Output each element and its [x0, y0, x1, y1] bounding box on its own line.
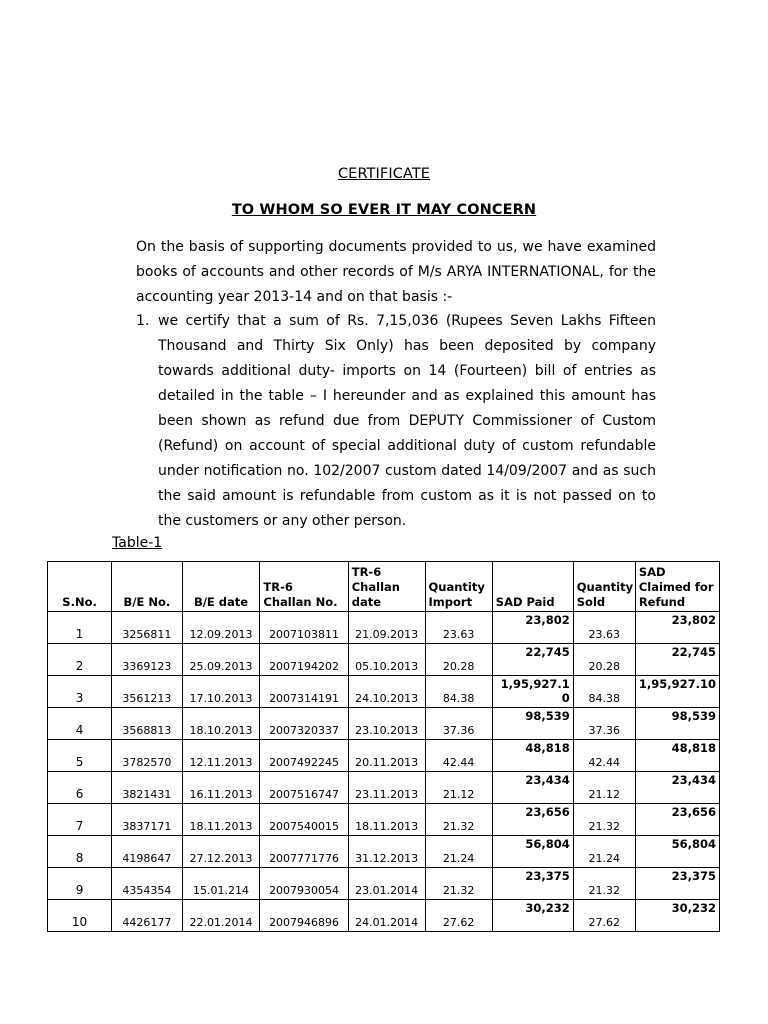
cell-qty-sold: 37.36 — [573, 708, 635, 740]
cell-be-no: 3256811 — [112, 612, 182, 644]
cell-be-no: 4198647 — [112, 836, 182, 868]
certificate-title: CERTIFICATE — [337, 166, 431, 182]
table-row — [48, 836, 720, 868]
cell-sad-paid: 23,656 — [492, 804, 573, 836]
cell-qty-import: 42.44 — [425, 740, 492, 772]
table-row — [48, 644, 720, 676]
cell-qty-sold: 21.32 — [573, 868, 635, 900]
cell-tr6-no: 2007771776 — [260, 836, 348, 868]
cell-qty-sold: 42.44 — [573, 740, 635, 772]
cell-sad-paid: 23,802 — [492, 612, 573, 644]
cell-sad-claimed: 23,434 — [635, 772, 719, 804]
list-item-text: we certify that a sum of Rs. 7,15,036 (Rupees Seven Lakhs Fifteen Thousand and Thirty Six Only) has been deposited by company towards additional duty- imports on 14 (Fourteen) bill of entries as detailed in the table – I hereunder and as explained this amount has been shown as refund due from DEPUTY Commissioner of Custom (Refund) on account of special additional duty of custom refundable under notification no. 102/2007 custom dated 14/09/2007 and as such the said amount is refundable from custom as it is not passed on to the customers or any other person. — [158, 313, 656, 529]
cell-qty-import: 21.24 — [425, 836, 492, 868]
cell-tr6-date: 21.09.2013 — [348, 612, 425, 644]
cell-sno: 1 — [48, 612, 112, 644]
certificate-subtitle: TO WHOM SO EVER IT MAY CONCERN — [231, 202, 537, 218]
header-tr6-no: TR-6 Challan No. — [260, 562, 348, 612]
intro-paragraph: On the basis of supporting documents provided to us, we have examined books of accounts and other records of M/s ARYA INTERNATIONAL, for the accounting year 2013-14 and on that basis :- — [136, 239, 656, 305]
cell-tr6-date: 23.01.2014 — [348, 868, 425, 900]
cell-qty-sold: 84.38 — [573, 676, 635, 708]
cell-qty-import: 21.32 — [425, 868, 492, 900]
cell-tr6-no: 2007492245 — [260, 740, 348, 772]
header-be-no: B/E No. — [112, 562, 182, 612]
cell-tr6-no: 2007314191 — [260, 676, 348, 708]
cell-qty-sold: 21.32 — [573, 804, 635, 836]
cell-sad-claimed: 23,656 — [635, 804, 719, 836]
table-row — [48, 868, 720, 900]
table-row — [48, 900, 720, 932]
cell-sad-paid: 48,818 — [492, 740, 573, 772]
cell-be-date: 27.12.2013 — [182, 836, 260, 868]
cell-tr6-date: 31.12.2013 — [348, 836, 425, 868]
table-row — [48, 612, 720, 644]
cell-tr6-no: 2007946896 — [260, 900, 348, 932]
cell-tr6-no: 2007320337 — [260, 708, 348, 740]
cell-sad-paid: 30,232 — [492, 900, 573, 932]
cell-qty-import: 23.63 — [425, 612, 492, 644]
cell-sad-paid: 1,95,927.10 — [492, 676, 573, 708]
cell-qty-import: 37.36 — [425, 708, 492, 740]
cell-be-no: 3561213 — [112, 676, 182, 708]
table-row — [48, 772, 720, 804]
cell-qty-import: 21.12 — [425, 772, 492, 804]
cell-tr6-no: 2007103811 — [260, 612, 348, 644]
cell-sno: 2 — [48, 644, 112, 676]
cell-qty-import: 84.38 — [425, 676, 492, 708]
cell-sno: 4 — [48, 708, 112, 740]
cell-qty-sold: 23.63 — [573, 612, 635, 644]
table-row — [48, 676, 720, 708]
cell-be-date: 12.11.2013 — [182, 740, 260, 772]
cell-be-no: 3821431 — [112, 772, 182, 804]
cell-sad-paid: 23,434 — [492, 772, 573, 804]
cell-sad-claimed: 48,818 — [635, 740, 719, 772]
table-header-row — [48, 562, 720, 612]
cell-tr6-date: 20.11.2013 — [348, 740, 425, 772]
list-item-number: 1. — [136, 313, 150, 329]
cell-sad-paid: 23,375 — [492, 868, 573, 900]
cell-tr6-date: 05.10.2013 — [348, 644, 425, 676]
cell-tr6-date: 18.11.2013 — [348, 804, 425, 836]
cell-sno: 6 — [48, 772, 112, 804]
cell-be-date: 17.10.2013 — [182, 676, 260, 708]
cell-qty-import: 20.28 — [425, 644, 492, 676]
header-tr6-date: TR-6 Challan date — [348, 562, 425, 612]
cell-be-no: 4426177 — [112, 900, 182, 932]
cell-be-date: 18.10.2013 — [182, 708, 260, 740]
cell-tr6-no: 2007930054 — [260, 868, 348, 900]
cell-tr6-no: 2007194202 — [260, 644, 348, 676]
cell-sad-claimed: 1,95,927.10 — [635, 676, 719, 708]
table-row — [48, 708, 720, 740]
cell-qty-import: 21.32 — [425, 804, 492, 836]
cell-be-no: 3782570 — [112, 740, 182, 772]
header-qty-import: Quantity Import — [425, 562, 492, 612]
cell-be-no: 3837171 — [112, 804, 182, 836]
cell-tr6-date: 24.10.2013 — [348, 676, 425, 708]
numbered-list — [136, 309, 656, 534]
cell-sad-claimed: 22,745 — [635, 644, 719, 676]
cell-tr6-date: 23.10.2013 — [348, 708, 425, 740]
cell-sad-paid: 22,745 — [492, 644, 573, 676]
table-caption: Table-1 — [112, 535, 163, 551]
cell-tr6-no: 2007516747 — [260, 772, 348, 804]
cell-qty-sold: 27.62 — [573, 900, 635, 932]
cell-qty-import: 27.62 — [425, 900, 492, 932]
cell-be-no: 4354354 — [112, 868, 182, 900]
cell-be-date: 22.01.2014 — [182, 900, 260, 932]
cell-sno: 7 — [48, 804, 112, 836]
header-sad-claimed: SAD Claimed for Refund — [635, 562, 719, 612]
cell-sno: 8 — [48, 836, 112, 868]
cell-qty-sold: 20.28 — [573, 644, 635, 676]
cell-sno: 3 — [48, 676, 112, 708]
cell-sno: 10 — [48, 900, 112, 932]
cell-be-date: 12.09.2013 — [182, 612, 260, 644]
table-body — [48, 612, 720, 932]
cell-be-date: 25.09.2013 — [182, 644, 260, 676]
cell-sno: 5 — [48, 740, 112, 772]
cell-sno: 9 — [48, 868, 112, 900]
table-row — [48, 804, 720, 836]
header-sno: S.No. — [48, 562, 112, 612]
cell-qty-sold: 21.12 — [573, 772, 635, 804]
cell-sad-claimed: 23,802 — [635, 612, 719, 644]
cell-be-no: 3568813 — [112, 708, 182, 740]
cell-be-date: 16.11.2013 — [182, 772, 260, 804]
cell-sad-claimed: 56,804 — [635, 836, 719, 868]
header-sad-paid: SAD Paid — [492, 562, 573, 612]
list-item — [136, 309, 656, 534]
header-be-date: B/E date — [182, 562, 260, 612]
cell-be-date: 18.11.2013 — [182, 804, 260, 836]
cell-sad-paid: 56,804 — [492, 836, 573, 868]
cell-tr6-no: 2007540015 — [260, 804, 348, 836]
header-qty-sold: Quantity Sold — [573, 562, 635, 612]
cell-be-date: 15.01.214 — [182, 868, 260, 900]
cell-sad-paid: 98,539 — [492, 708, 573, 740]
cell-sad-claimed: 23,375 — [635, 868, 719, 900]
cell-be-no: 3369123 — [112, 644, 182, 676]
refund-table — [47, 561, 720, 932]
cell-sad-claimed: 98,539 — [635, 708, 719, 740]
cell-qty-sold: 21.24 — [573, 836, 635, 868]
table-row — [48, 740, 720, 772]
cell-sad-claimed: 30,232 — [635, 900, 719, 932]
cell-tr6-date: 23.11.2013 — [348, 772, 425, 804]
cell-tr6-date: 24.01.2014 — [348, 900, 425, 932]
